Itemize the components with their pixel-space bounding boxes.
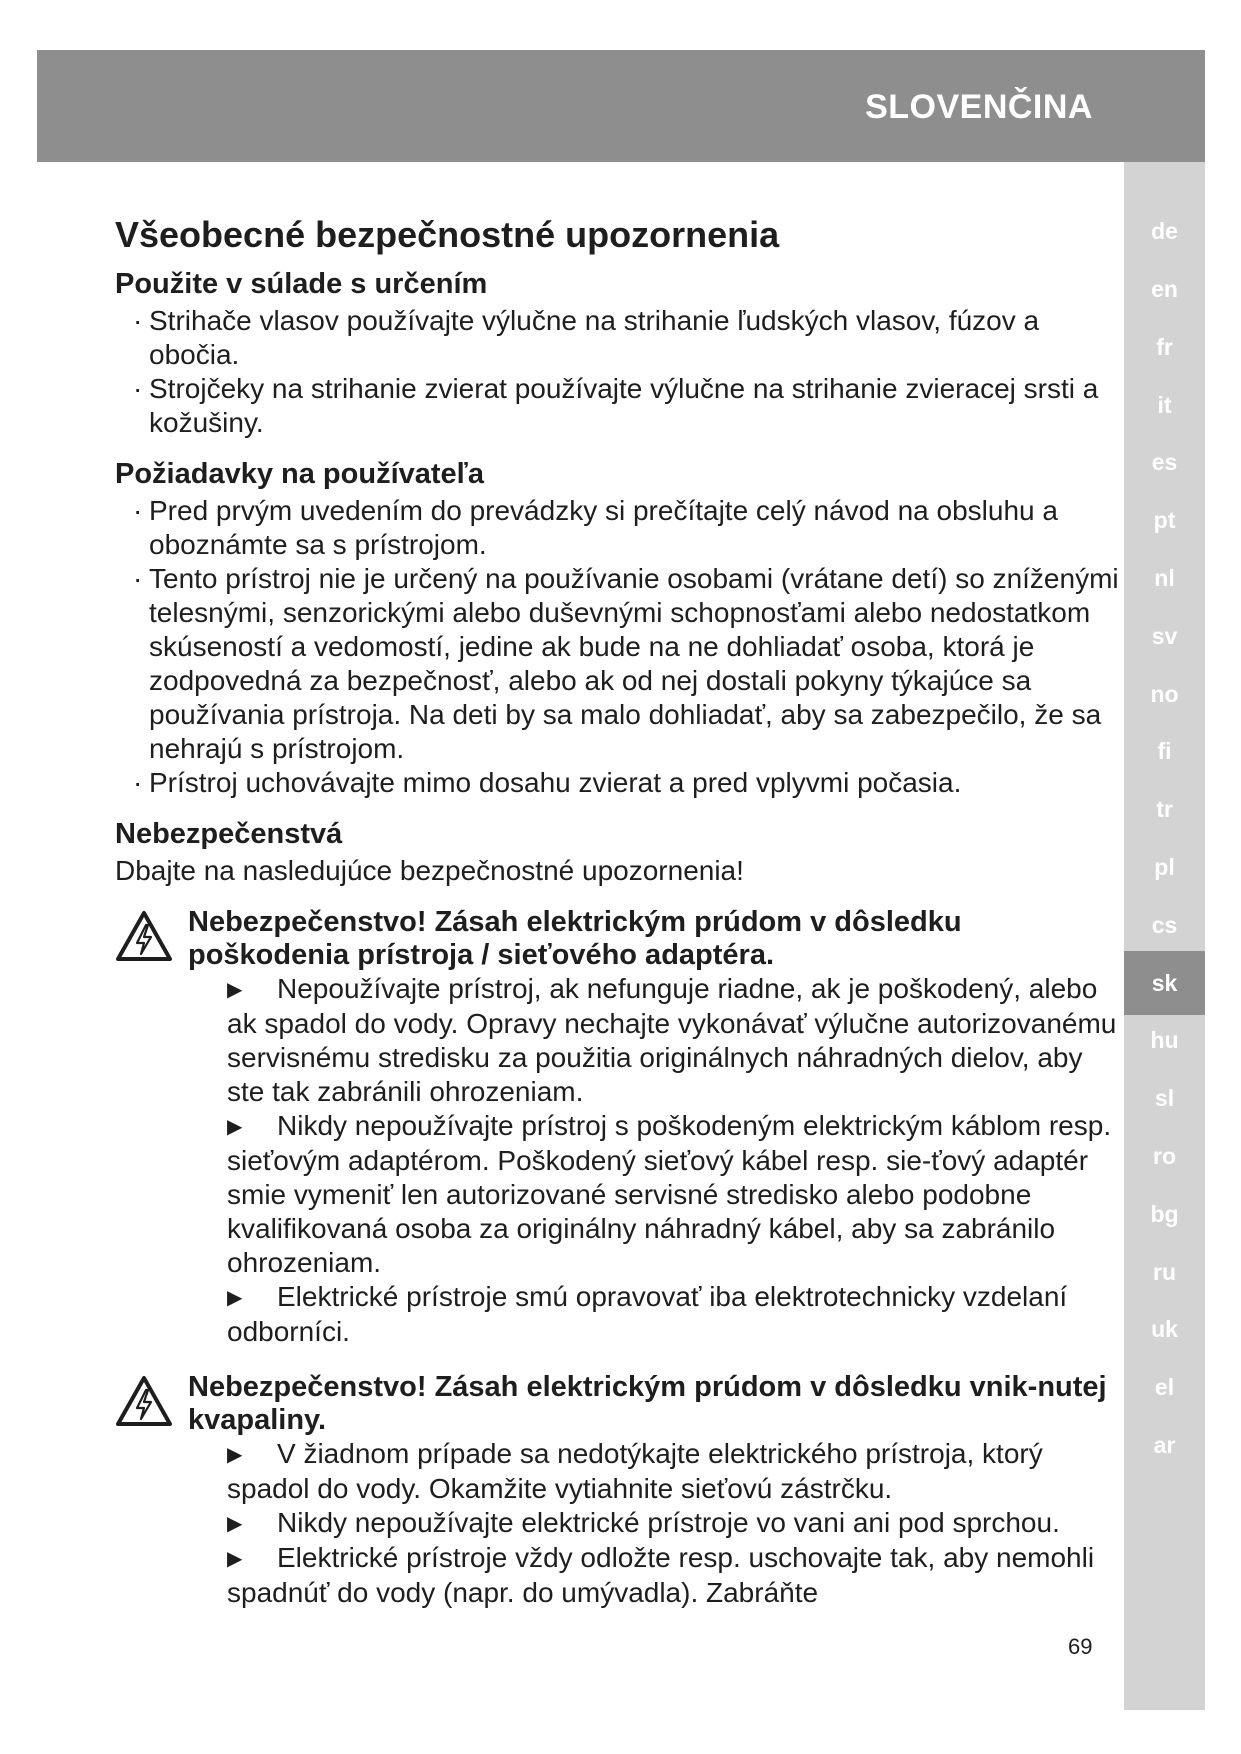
list-item — [227, 1109, 1125, 1280]
section-heading: Nebezpečenstvá — [115, 818, 343, 850]
lang-tab-nl[interactable]: nl — [1154, 565, 1175, 591]
lang-tab-fr[interactable]: fr — [1156, 334, 1173, 360]
lang-tab-pl[interactable]: pl — [1154, 854, 1175, 880]
list-item — [227, 1280, 1125, 1349]
language-sidebar — [1124, 162, 1205, 1710]
list-item: · Strihače vlasov používajte výlučne na strihanie ľudských vlasov, fúzov a obočia. — [121, 304, 1125, 372]
list-item: · Prístroj uchovávajte mimo dosahu zvierat a pred vplyvmi počasia. — [121, 766, 1125, 800]
lang-tab-fi[interactable]: fi — [1157, 738, 1172, 764]
electric-hazard-warning-icon — [115, 910, 173, 962]
bullet-list — [115, 304, 1125, 440]
warning-block-damage — [115, 906, 1125, 1349]
lang-tab-pt[interactable]: pt — [1153, 507, 1176, 533]
lang-tab-it[interactable]: it — [1157, 392, 1172, 418]
warning-item-text: Elektrické prístroje vždy odložte resp. uschovajte tak, aby nemohli spadnúť do vody (napr. do umývadla). Zabráňte — [227, 1542, 1095, 1608]
warning-title: Nebezpečenstvo! Zásah elektrickým prúdom v dôsledku vnik-nutej kvapaliny. — [188, 1371, 1107, 1436]
list-item — [227, 1506, 1125, 1541]
list-item: · Tento prístroj nie je určený na používanie osobami (vrátane detí) so zníženými telesnými, senzorickými alebo duševnými schopnosťami alebo nedostatkom skúseností a vedomostí, jedine ak bude na ne dohliadať osoba, ktorá je zodpovedná za bezpečnosť, alebo ak od nej dostali pokyny týkajúce sa používania prístroja. Na deti by sa malo dohliadať, aby sa zabezpečilo, že sa nehrajú s prístrojom. — [121, 562, 1125, 766]
hazards-intro: Dbajte na nasledujúce bezpečnostné upozornenia! — [115, 855, 744, 886]
lang-tab-ru[interactable]: ru — [1153, 1259, 1176, 1285]
list-item: · Strojčeky na strihanie zvierat používajte výlučne na strihanie zvieracej srsti a kožušiny. — [121, 372, 1125, 440]
bullet-list — [115, 494, 1125, 800]
page-number: 69 — [1068, 1634, 1093, 1659]
warning-list — [227, 1437, 1125, 1610]
section-intended-use — [115, 264, 1125, 440]
electric-hazard-warning-icon — [115, 1375, 173, 1427]
arrow-right-icon: ▶ — [227, 1287, 243, 1309]
language-title: SLOVENČINA — [865, 88, 1093, 126]
warning-item-text: Nepoužívajte prístroj, ak nefunguje riadne, ak je poškodený, alebo ak spadol do vody. Opravy nechajte vykonávať výlučne autorizovanému servisnému stredisku za použitia originálnych náhradných dielov, aby ste tak zabránili ohrozeniam. — [227, 973, 1117, 1107]
list-item: · Pred prvým uvedením do prevádzky si prečítajte celý návod na obsluhu a oboznámte sa s prístrojom. — [121, 494, 1125, 562]
warning-item-text: Nikdy nepoužívajte prístroj s poškodeným elektrickým káblom resp. sieťovým adaptérom. Poškodený sieťový kábel resp. sie-ťový adaptér smie vymeniť len autorizované servisné stredisko alebo podobne kvalifikovaná osoba za originálny náhradný kábel, aby sa zabránilo ohrozeniam. — [227, 1110, 1112, 1278]
section-user-requirements — [115, 454, 1125, 800]
lang-tab-ro[interactable]: ro — [1153, 1143, 1176, 1169]
list-item — [227, 972, 1125, 1109]
page-title: Všeobecné bezpečnostné upozornenia — [115, 214, 780, 255]
warning-list — [227, 972, 1125, 1349]
arrow-right-icon: ▶ — [227, 1513, 243, 1535]
arrow-right-icon: ▶ — [227, 1116, 243, 1138]
main-content — [115, 212, 1125, 1610]
warning-title: Nebezpečenstvo! Zásah elektrickým prúdom v dôsledku poškodenia prístroja / sieťového adaptéra. — [188, 906, 962, 971]
lang-tab-no[interactable]: no — [1150, 681, 1179, 707]
lang-tab-sl[interactable]: sl — [1154, 1085, 1175, 1111]
lang-tab-sk-active[interactable]: sk — [1124, 951, 1205, 1015]
lang-tab-cs[interactable]: cs — [1151, 912, 1178, 938]
lang-tab-es[interactable]: es — [1151, 449, 1178, 475]
lang-tab-uk[interactable]: uk — [1151, 1316, 1178, 1342]
arrow-right-icon: ▶ — [227, 979, 243, 1001]
lang-tab-sv[interactable]: sv — [1151, 623, 1178, 649]
list-item — [227, 1437, 1125, 1506]
section-heading: Požiadavky na používateľa — [115, 458, 484, 490]
lang-tab-de[interactable]: de — [1151, 218, 1178, 244]
arrow-right-icon: ▶ — [227, 1444, 243, 1466]
lang-tab-bg[interactable]: bg — [1150, 1201, 1179, 1227]
warning-item-text: Nikdy nepoužívajte elektrické prístroje vo vani ani pod sprchou. — [277, 1507, 1060, 1538]
list-item — [227, 1541, 1125, 1610]
arrow-right-icon: ▶ — [227, 1548, 243, 1570]
header-bar — [37, 50, 1205, 162]
lang-tab-el[interactable]: el — [1154, 1374, 1175, 1400]
lang-tab-en[interactable]: en — [1151, 276, 1178, 302]
warning-item-text: Elektrické prístroje smú opravovať iba elektrotechnicky vzdelaní odborníci. — [227, 1281, 1068, 1347]
lang-tab-hu[interactable]: hu — [1150, 1027, 1179, 1053]
lang-tab-tr[interactable]: tr — [1156, 796, 1173, 822]
lang-tab-ar[interactable]: ar — [1153, 1432, 1176, 1458]
section-heading: Použite v súlade s určením — [115, 268, 488, 300]
section-hazards — [115, 814, 1125, 1610]
warning-block-liquid — [115, 1371, 1125, 1610]
warning-item-text: V žiadnom prípade sa nedotýkajte elektrického prístroja, ktorý spadol do vody. Okamžite vytiahnite sieťovú zástrčku. — [227, 1438, 1043, 1504]
